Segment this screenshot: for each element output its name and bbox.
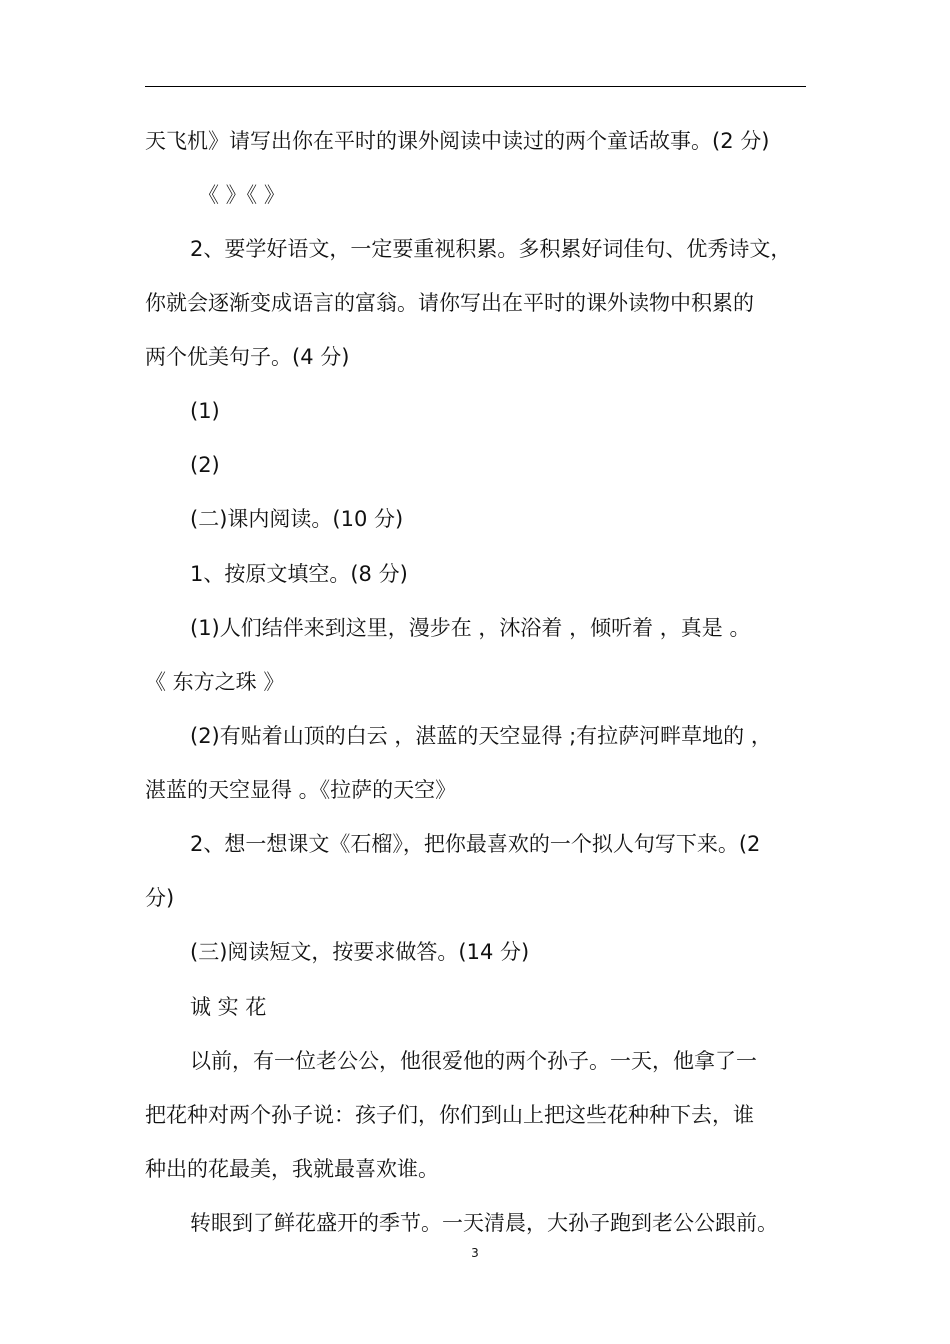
- text-line: 转眼到了鲜花盛开的季节。一天清晨，大孙子跑到老公公跟前。: [190, 1211, 778, 1235]
- text-line: 两个优美句子。(4 分): [145, 345, 350, 369]
- text-line: (1)人们结伴来到这里，漫步在 ，沐浴着 ，倾听着 ，真是 。: [190, 616, 751, 640]
- text-line: 2、要学好语文，一定要重视积累。多积累好词佳句、优秀诗文，: [190, 237, 792, 261]
- text-line: 把花种对两个孙子说：孩子们，你们到山上把这些花种种下去，谁: [145, 1103, 754, 1127]
- text-line: 以前，有一位老公公，他很爱他的两个孙子。一天，他拿了一: [190, 1049, 757, 1073]
- text-line: 《 东方之珠 》: [145, 670, 285, 694]
- text-line: 湛蓝的天空显得 。《拉萨的天空》: [145, 778, 457, 802]
- text-line: 1、按原文填空。(8 分): [190, 562, 408, 586]
- story-title: 诚 实 花: [190, 995, 267, 1019]
- text-line: (2)有贴着山顶的白云 ，湛蓝的天空显得 ;有拉萨河畔草地的 ，: [190, 724, 772, 748]
- text-line: 你就会逐渐变成语言的富翁。请你写出在平时的课外读物中积累的: [145, 291, 754, 315]
- text-line: 种出的花最美，我就最喜欢谁。: [145, 1157, 439, 1181]
- header-rule: [145, 86, 806, 87]
- text-line: 天飞机》请写出你在平时的课外阅读中读过的两个童话故事。(2 分): [145, 129, 770, 153]
- page-number: 3: [471, 1246, 479, 1260]
- text-line: 《 》《 》: [198, 183, 285, 207]
- text-line: (1): [190, 399, 220, 423]
- section-heading: (三)阅读短文，按要求做答。(14 分): [190, 940, 530, 964]
- text-line: 分): [145, 886, 175, 910]
- text-line: 2、想一想课文《石榴》，把你最喜欢的一个拟人句写下来。(2: [190, 832, 761, 856]
- section-heading: (二)课内阅读。(10 分): [190, 507, 404, 531]
- text-line: (2): [190, 453, 220, 477]
